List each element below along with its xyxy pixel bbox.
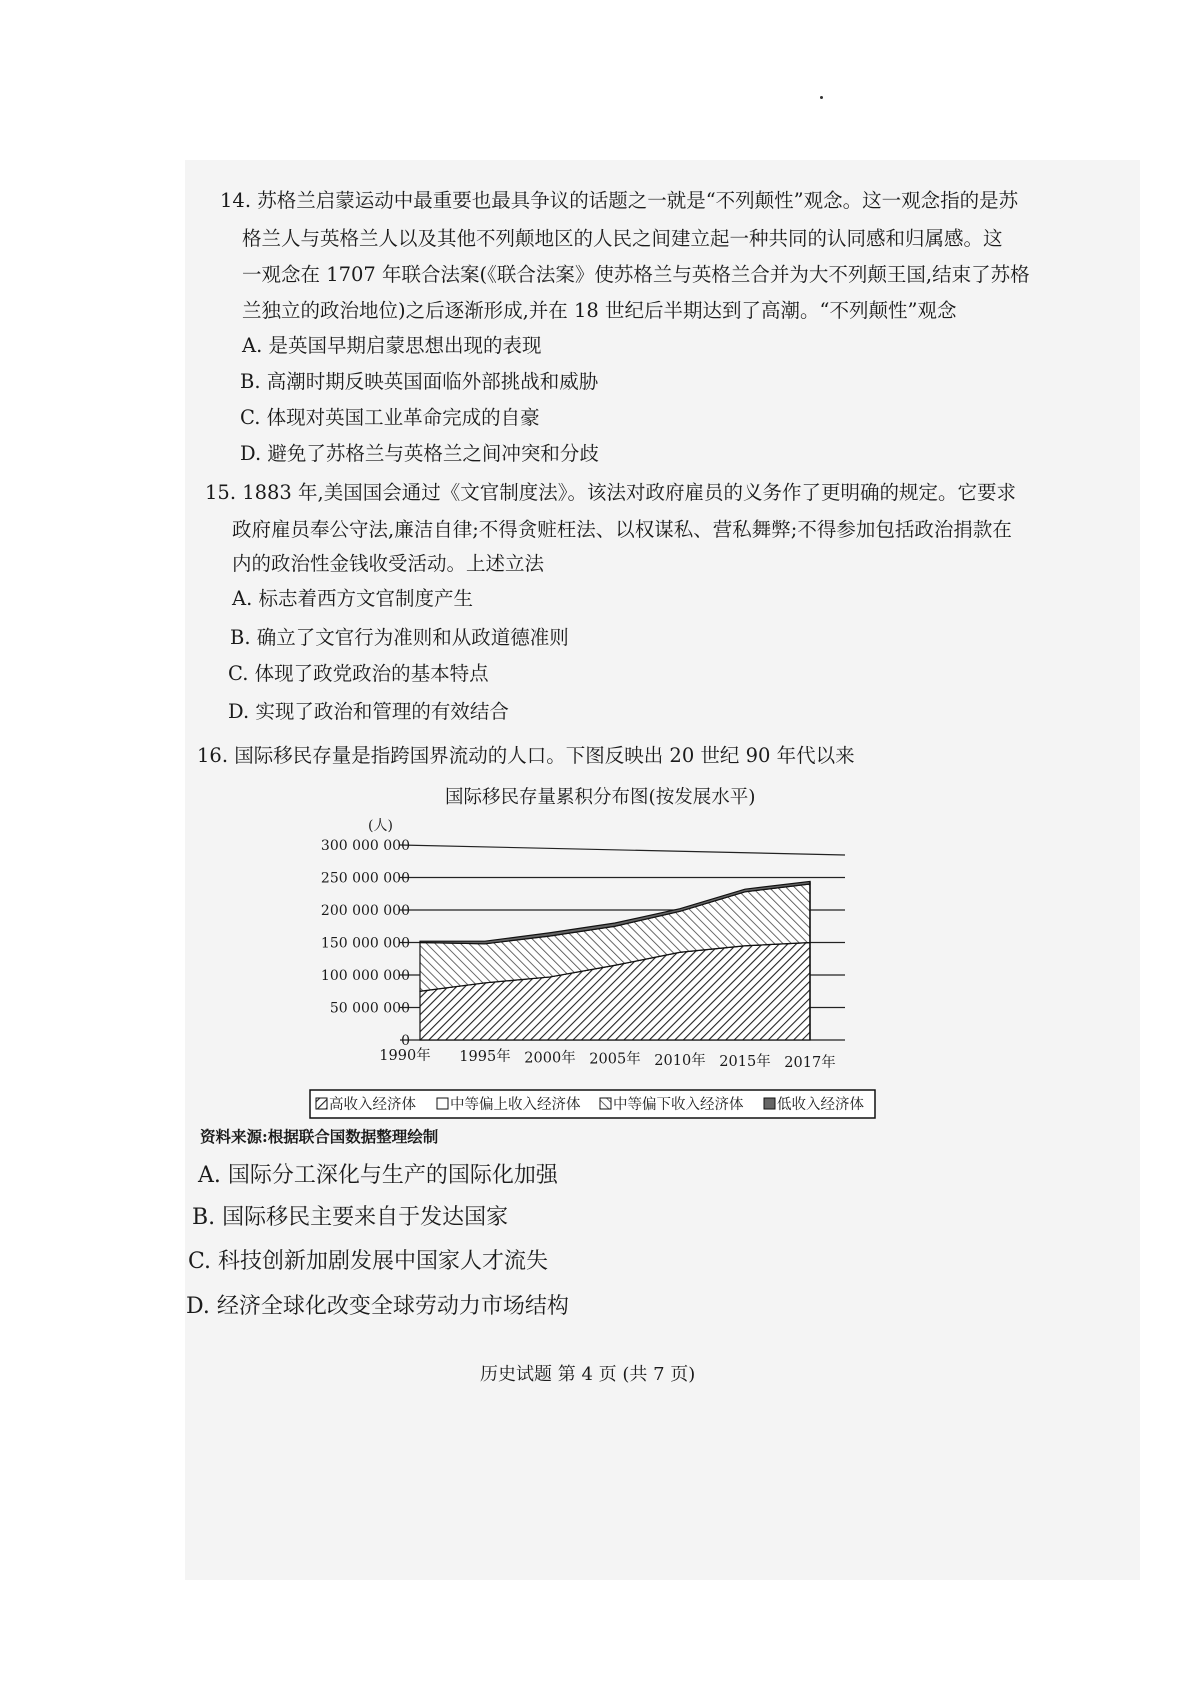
legend-label: 高收入经济体 bbox=[329, 1097, 416, 1113]
q14-option-a: A. 是英国早期启蒙思想出现的表现 bbox=[242, 334, 542, 357]
legend-label: 中等偏下收入经济体 bbox=[613, 1097, 744, 1113]
y-tick-label: 300 000 000 bbox=[320, 838, 410, 854]
chart-title: 国际移民存量累积分布图(按发展水平) bbox=[445, 787, 756, 808]
y-tick-label: 150 000 000 bbox=[320, 935, 410, 952]
x-tick-label: 2010年 bbox=[654, 1052, 706, 1069]
q14-stem-line-3: 一观念在 1707 年联合法案(《联合法案》使苏格兰与英格兰合并为大不列颠王国,结束了苏格 bbox=[242, 263, 1030, 286]
q14-option-c: C. 体现对英国工业革命完成的自豪 bbox=[240, 406, 540, 429]
legend-swatch bbox=[437, 1098, 448, 1109]
y-tick-label: 250 000 000 bbox=[320, 870, 410, 887]
q15-option-d: D. 实现了政治和管理的有效结合 bbox=[228, 700, 509, 723]
page-footer: 历史试题 第 4 页 (共 7 页) bbox=[480, 1364, 696, 1385]
q14-stem-line-2: 格兰人与英格兰人以及其他不列颠地区的人民之间建立起一种共同的认同感和归属感。这 bbox=[242, 227, 1003, 250]
x-tick-label: 2017年 bbox=[784, 1055, 836, 1072]
legend-label: 中等偏上收入经济体 bbox=[450, 1097, 581, 1113]
x-tick-label: 2015年 bbox=[719, 1054, 771, 1070]
q16-option-b: B. 国际移民主要来自于发达国家 bbox=[192, 1205, 509, 1230]
q16-option-c: C. 科技创新加剧发展中国家人才流失 bbox=[188, 1249, 549, 1274]
q15-option-c: C. 体现了政党政治的基本特点 bbox=[228, 662, 489, 685]
q14-option-d: D. 避免了苏格兰与英格兰之间冲突和分歧 bbox=[240, 442, 599, 465]
legend-swatch bbox=[764, 1098, 775, 1109]
q14-option-b: B. 高潮时期反映英国面临外部挑战和威胁 bbox=[240, 370, 599, 393]
y-tick-label: 0 bbox=[401, 1033, 410, 1049]
legend-swatch bbox=[600, 1098, 611, 1109]
q15-stem-line-2: 政府雇员奉公守法,廉洁自律;不得贪赃枉法、以权谋私、营私舞弊;不得参加包括政治捐款在 bbox=[232, 518, 1012, 541]
legend-label: 低收入经济体 bbox=[777, 1097, 864, 1113]
y-tick-label: 100 000 000 bbox=[320, 968, 410, 984]
q16-option-d: D. 经济全球化改变全球劳动力市场结构 bbox=[186, 1294, 569, 1319]
q14-stem-line-1: 14. 苏格兰启蒙运动中最重要也最具争议的话题之一就是“不列颠性”观念。这一观念指的是苏 bbox=[220, 189, 1019, 212]
q15-stem-line-3: 内的政治性金钱收受活动。上述立法 bbox=[232, 552, 545, 575]
x-tick-label: 2005年 bbox=[589, 1051, 641, 1068]
y-tick-label: 50 000 000 bbox=[329, 1000, 410, 1017]
x-tick-label: 1990年 bbox=[379, 1048, 431, 1064]
q16-option-a: A. 国际分工深化与生产的国际化加强 bbox=[198, 1163, 558, 1188]
x-tick-label: 1995年 bbox=[459, 1049, 511, 1066]
q14-stem-line-4: 兰独立的政治地位)之后逐渐形成,并在 18 世纪后半期达到了高潮。“不列颠性”观念 bbox=[242, 299, 957, 322]
legend-swatch bbox=[316, 1098, 327, 1109]
y-axis-unit: (人) bbox=[368, 818, 393, 834]
q16-stem: 16. 国际移民存量是指跨国界流动的人口。下图反映出 20 世纪 90 年代以来 bbox=[197, 744, 855, 767]
q15-stem-line-1: 15. 1883 年,美国国会通过《文官制度法》。该法对政府雇员的义务作了更明确的规定。它要求 bbox=[205, 481, 1016, 504]
gridline bbox=[400, 845, 845, 855]
y-tick-label: 200 000 000 bbox=[320, 903, 410, 919]
chart-source: 资料来源:根据联合国数据整理绘制 bbox=[200, 1127, 439, 1146]
x-tick-label: 2000年 bbox=[524, 1050, 576, 1067]
q15-option-a: A. 标志着西方文官制度产生 bbox=[232, 587, 473, 610]
q15-option-b: B. 确立了文官行为准则和从政道德准则 bbox=[230, 626, 569, 649]
